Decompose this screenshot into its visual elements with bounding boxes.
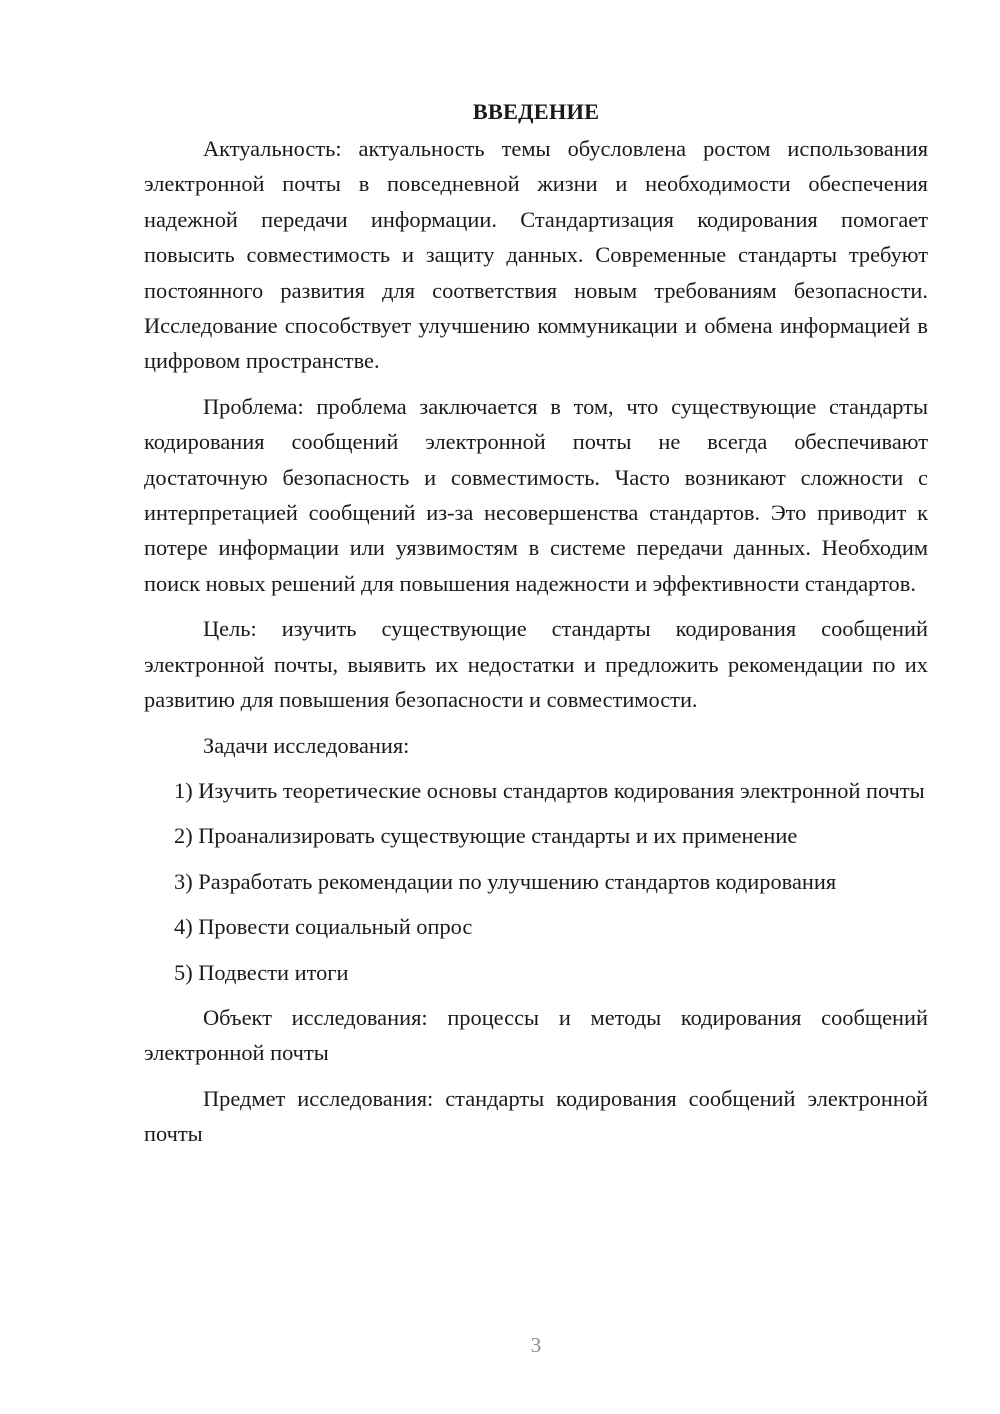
task-item: 5) Подвести итоги (174, 959, 349, 985)
problem-paragraph: Проблема: проблема заключается в том, что существующие стандарты кодирования сообщений электронной почты не всегда обеспечивают достаточную безопасность и совместимость. Часто возникают сложности с интерпретацией сообщений из-за несовершенства стандартов. Это приводит к потере информации или уязвимостям в системе передачи данных. Необходим поиск новых решений для повышения надежности и эффективности стандартов. (144, 393, 928, 596)
page-content (144, 94, 928, 1162)
task-item: 1) Изучить теоретические основы стандартов кодирования электронной почты (174, 777, 925, 803)
tasks-heading: Задачи исследования: (203, 732, 410, 758)
object-paragraph: Объект исследования: процессы и методы кодирования сообщений электронной почты (144, 1004, 928, 1066)
section-title: ВВЕДЕНИЕ (472, 99, 600, 124)
subject-paragraph: Предмет исследования: стандарты кодирования сообщений электронной почты (144, 1085, 928, 1147)
page-number: 3 (530, 1333, 542, 1357)
task-item: 4) Провести социальный опрос (174, 914, 473, 940)
task-item: 3) Разработать рекомендации по улучшению стандартов кодирования (174, 868, 837, 894)
goal-paragraph: Цель: изучить существующие стандарты кодирования сообщений электронной почты, выявить их недостатки и предложить рекомендации по их развитию для повышения безопасности и совместимости. (144, 616, 928, 713)
task-item: 2) Проанализировать существующие стандарты и их применение (174, 823, 798, 849)
tasks-list (144, 773, 928, 990)
relevance-paragraph: Актуальность: актуальность темы обусловлена ростом использования электронной почты в повседневной жизни и необходимости обеспечения надежной передачи информации. Стандартизация кодирования помогает повысить совместимость и защиту данных. Современные стандарты требуют постоянного развития для соответствия новым требованиям безопасности. Исследование способствует улучшению коммуникации и обмена информацией в цифровом пространстве. (144, 136, 928, 374)
